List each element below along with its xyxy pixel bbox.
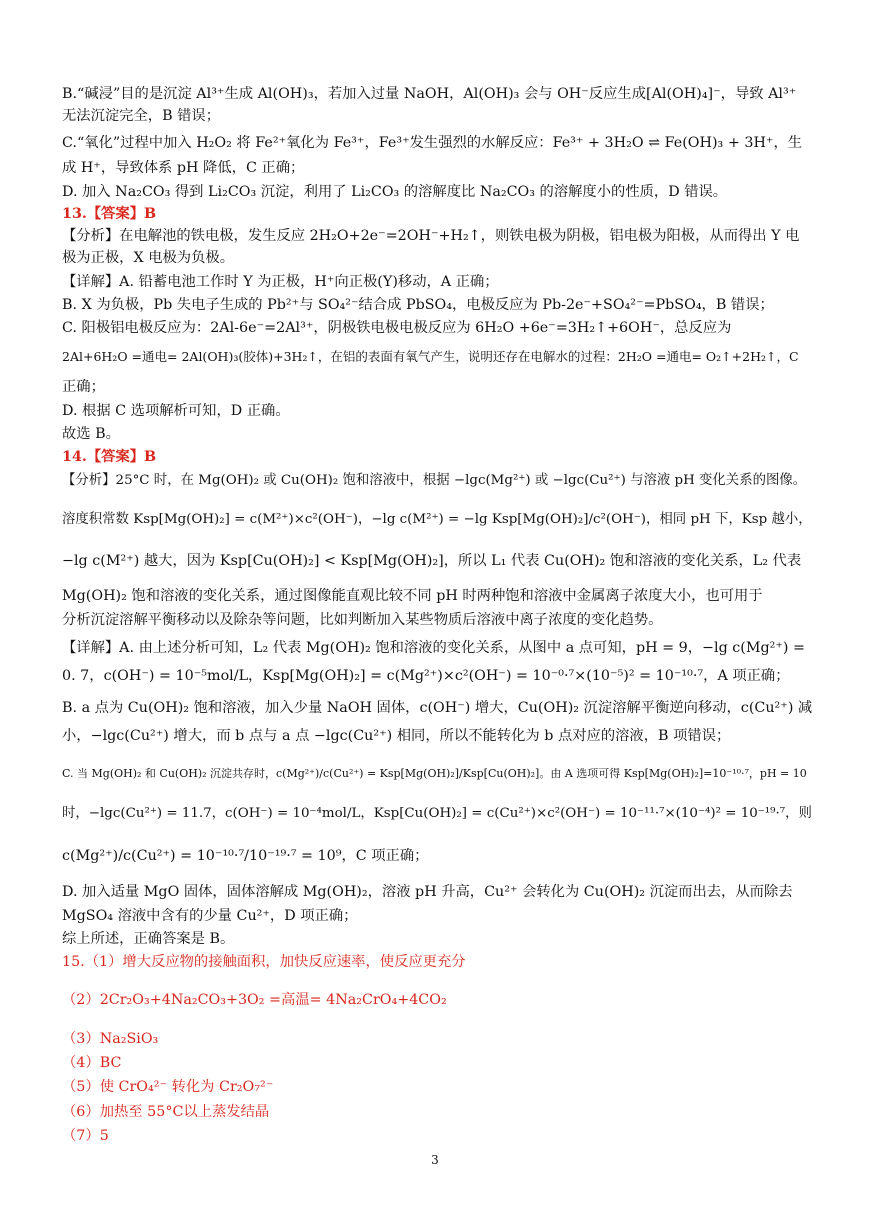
text-line: 成 H⁺，导致体系 pH 降低，C 正确； (62, 160, 305, 176)
text-line: C.“氧化”过程中加入 H₂O₂ 将 Fe²⁺氧化为 Fe³⁺，Fe³⁺发生强烈的水解反应：Fe³⁺ + 3H₂O ⇌ Fe(OH)₃ + 3H⁺，生 (62, 135, 803, 151)
page-number: 3 (431, 1153, 439, 1167)
answer-item: 15.（1）增大反应物的接触面积，加快反应速率，使反应更充分 (62, 954, 466, 970)
text-line: Mg(OH)₂ 饱和溶液的变化关系，通过图像能直观比较不同 pH 时两种饱和溶液中金属离子浓度大小，也可用于 (62, 588, 763, 604)
text-line: c(Mg²⁺)/c(Cu²⁺) = 10⁻¹⁰·⁷/10⁻¹⁹·⁷ = 10⁹，C 项正确； (62, 848, 429, 864)
text-line: 分析沉淀溶解平衡移动以及除杂等问题，比如判断加入某些物质后溶液中离子浓度的变化趋势。 (62, 612, 663, 628)
answer-item: （7）5 (62, 1128, 109, 1144)
text-line: 2Al+6H₂O =通电= 2Al(OH)₃(胶体)+3H₂↑，在铝的表面有氧气产生，说明还存在电解水的过程：2H₂O =通电= O₂↑+2H₂↑，C (62, 349, 799, 364)
text-line: 小，−lgc(Cu²⁺) 增大，而 b 点与 a 点 −lgc(Cu²⁺) 相同，所以不能转化为 b 点对应的溶液，B 项错误； (62, 728, 731, 744)
answer-item: （4）BC (62, 1055, 122, 1071)
text-line: B.“碱浸”目的是沉淀 Al³⁺生成 Al(OH)₃，若加入过量 NaOH，Al(OH)₃ 会与 OH⁻反应生成[Al(OH)₄]⁻，导致 Al³⁺ (62, 86, 797, 102)
text-line: 【分析】25°C 时，在 Mg(OH)₂ 或 Cu(OH)₂ 饱和溶液中，根据 −lgc(Mg²⁺) 或 −lgc(Cu²⁺) 与溶液 pH 变化关系的图像。 (62, 473, 807, 488)
text-line: MgSO₄ 溶液中含有的少量 Cu²⁺，D 项正确； (62, 908, 358, 924)
text-line: 无法沉淀完全，B 错误； (62, 108, 221, 124)
text-line: 时，−lgc(Cu²⁺) = 11.7，c(OH⁻) = 10⁻⁴mol/L，Ksp[Cu(OH)₂] = c(Cu²⁺)×c²(OH⁻) = 10⁻¹¹·⁷×(10⁻⁴)² = 10⁻¹⁹·⁷，则 (62, 806, 812, 821)
text-line: D. 根据 C 选项解析可知，D 正确。 (62, 403, 290, 419)
text-line: 故选 B。 (62, 426, 120, 442)
text-line: D. 加入 Na₂CO₃ 得到 Li₂CO₃ 沉淀，利用了 Li₂CO₃ 的溶解度比 Na₂CO₃ 的溶解度小的性质，D 错误。 (62, 184, 728, 200)
answer-heading: 13.【答案】B (62, 206, 157, 222)
answer-item: （3）Na₂SiO₃ (62, 1031, 159, 1047)
text-line: C. 当 Mg(OH)₂ 和 Cu(OH)₂ 沉淀共存时，c(Mg²⁺)/c(Cu²⁺) = Ksp[Mg(OH)₂]/Ksp[Cu(OH)₂]。由 A 选项可得 Ksp[Mg(OH)₂]=10⁻¹⁰·⁷，pH = 10 (62, 767, 807, 780)
answer-item: （2）2Cr₂O₃+4Na₂CO₃+3O₂ =高温= 4Na₂CrO₄+4CO₂ (62, 992, 447, 1008)
answer-item: （6）加热至 55°C以上蒸发结晶 (62, 1104, 270, 1120)
text-line: 【详解】A. 铅蓄电池工作时 Y 为正极，H⁺向正极(Y)移动，A 正确； (62, 274, 499, 290)
text-line: 0. 7，c(OH⁻) = 10⁻⁵mol/L，Ksp[Mg(OH)₂] = c(Mg²⁺)×c²(OH⁻) = 10⁻⁰·⁷×(10⁻⁵)² = 10⁻¹⁰·⁷，A 项正确； (62, 668, 790, 684)
text-line: 【详解】A. 由上述分析可知，L₂ 代表 Mg(OH)₂ 饱和溶液的变化关系，从图中 a 点可知，pH = 9，−lg c(Mg²⁺) = (62, 640, 806, 656)
text-line: 正确； (62, 379, 105, 395)
text-line: D. 加入适量 MgO 固体，固体溶解成 Mg(OH)₂，溶液 pH 升高，Cu²⁺ 会转化为 Cu(OH)₂ 沉淀而出去，从而除去 (62, 884, 793, 900)
text-line: 溶度积常数 Ksp[Mg(OH)₂] = c(M²⁺)×c²(OH⁻)，−lg c(M²⁺) = −lg Ksp[Mg(OH)₂]/c²(OH⁻)，相同 pH 下，Ksp 越小， (62, 512, 812, 527)
text-line: C. 阳极铝电极反应为：2Al-6e⁻=2Al³⁺，阴极铁电极电极反应为 6H₂O +6e⁻=3H₂↑+6OH⁻，总反应为 (62, 320, 732, 336)
text-line: 【分析】在电解池的铁电极，发生反应 2H₂O+2e⁻=2OH⁻+H₂↑，则铁电极为阴极，铝电极为阳极，从而得出 Y 电 (62, 228, 800, 244)
text-line: B. a 点为 Cu(OH)₂ 饱和溶液，加入少量 NaOH 固体，c(OH⁻) 增大，Cu(OH)₂ 沉淀溶解平衡逆向移动，c(Cu²⁺) 减 (62, 700, 813, 716)
text-line: 极为正极，X 电极为负极。 (62, 250, 234, 266)
text-line: 综上所述，正确答案是 B。 (62, 931, 235, 947)
answer-item: （5）使 CrO₄²⁻ 转化为 Cr₂O₇²⁻ (62, 1079, 274, 1095)
answer-heading: 14.【答案】B (62, 449, 157, 465)
text-line: −lg c(M²⁺) 越大，因为 Ksp[Cu(OH)₂] < Ksp[Mg(OH)₂]，所以 L₁ 代表 Cu(OH)₂ 饱和溶液的变化关系，L₂ 代表 (62, 553, 802, 569)
text-line: B. X 为负极，Pb 失电子生成的 Pb²⁺与 SO₄²⁻结合成 PbSO₄，电极反应为 Pb-2e⁻+SO₄²⁻=PbSO₄，B 错误； (62, 297, 774, 313)
